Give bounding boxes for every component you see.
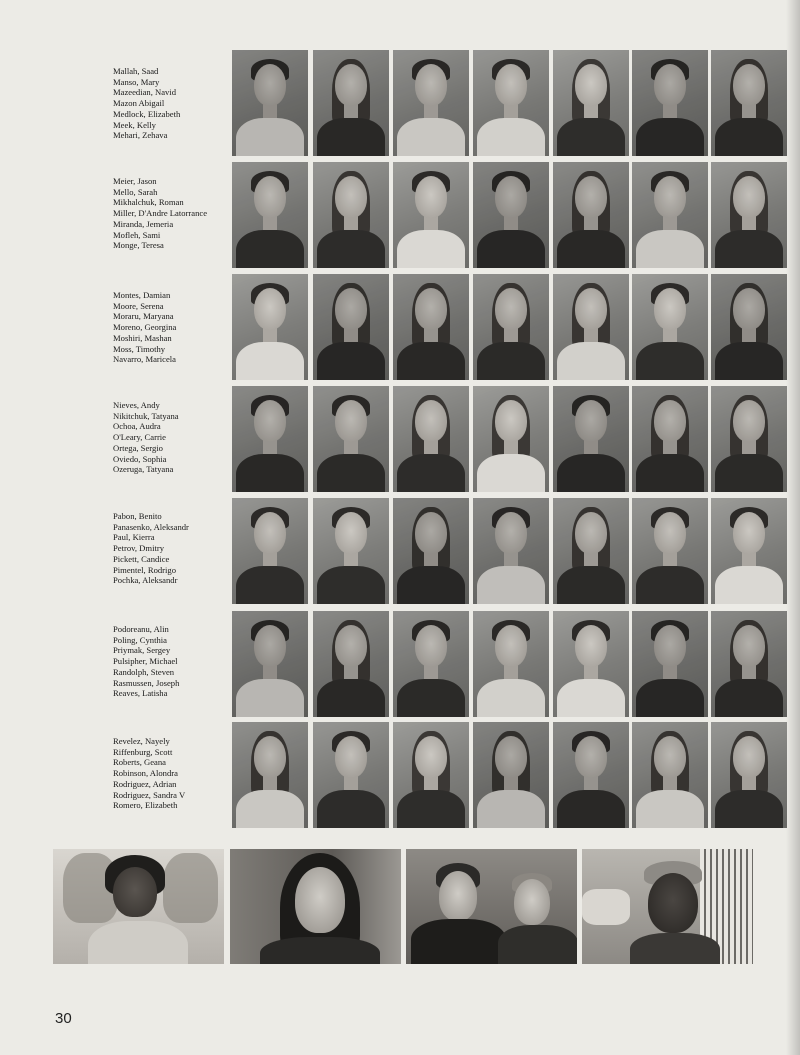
portrait-face [654,625,686,667]
student-portrait [473,722,549,828]
student-name: Moss, Timothy [113,343,166,354]
student-portrait [711,162,787,268]
portrait-face [254,288,286,330]
portrait-shirt [477,230,545,268]
student-portrait [232,50,308,156]
portrait-shirt [477,342,545,380]
portrait-shirt [636,230,704,268]
student-name: Mazon Abigail [113,98,165,109]
student-name: Petrov, Dmitry [113,543,164,554]
student-portrait [632,611,708,717]
student-name: Mazeedian, Navid [113,87,176,98]
student-portrait [232,498,308,604]
portrait-shirt [715,679,783,717]
portrait-face [733,288,765,330]
portrait-face [335,176,367,218]
student-name: Nikitchuk, Tatyana [113,410,179,421]
name-list-row-2 [113,176,231,251]
student-name: Meier, Jason [113,176,157,186]
portrait-face [495,288,527,330]
portrait-shirt [317,566,385,604]
student-name: Pimentel, Rodrigo [113,564,177,575]
student-name: Paul, Kierra [113,532,155,543]
portrait-shirt [317,679,385,717]
portrait-shirt [715,566,783,604]
portrait-shirt [236,566,304,604]
name-list-row-6 [113,624,231,699]
student-portrait [313,274,389,380]
student-name: Mallah, Saad [113,66,159,76]
portrait-shirt [557,454,625,492]
student-name: Moreno, Georgina [113,322,177,333]
student-name: Mofleh, Sami [113,229,161,240]
student-portrait [632,386,708,492]
student-portrait [632,498,708,604]
shirt [260,937,380,964]
shirt [498,925,577,964]
portrait-shirt [236,454,304,492]
student-portrait [393,50,469,156]
student-name: Miller, D'Andre Latorrance [113,208,208,219]
student-name: Meek, Kelly [113,119,156,130]
student-portrait [711,722,787,828]
student-name: Rasmussen, Joseph [113,677,180,688]
portrait-face [495,625,527,667]
student-name: Riffenburg, Scott [113,746,173,757]
portrait-face [575,64,607,106]
student-name: Pulsipher, Michael [113,656,178,667]
student-name: Roberts, Geana [113,757,166,768]
portrait-face [254,512,286,554]
student-name: Moraru, Maryana [113,311,174,322]
candid-photo-girl-with-wings [53,849,224,964]
portrait-shirt [636,679,704,717]
student-portrait [313,722,389,828]
portrait-face [575,512,607,554]
name-list-row-4 [113,400,231,475]
portrait-shirt [557,790,625,828]
student-portrait [232,162,308,268]
portrait-shirt [477,118,545,156]
portrait-face [733,64,765,106]
portrait-face [575,736,607,778]
portrait-face [495,512,527,554]
student-name: Manso, Mary [113,76,160,87]
candid-photo-two-boys [406,849,577,964]
portrait-face [335,625,367,667]
portrait-face [335,400,367,442]
portrait-face [254,400,286,442]
portrait-shirt [236,118,304,156]
student-name: O'Leary, Carrie [113,432,167,443]
arm [582,889,630,925]
portrait-face [415,64,447,106]
portrait-face [415,400,447,442]
face [439,871,477,921]
name-list-row-3 [113,290,231,365]
student-name: Mello, Sarah [113,186,158,197]
portrait-shirt [236,790,304,828]
name-list-row-7 [113,736,231,811]
portrait-face [495,736,527,778]
portrait-face [575,400,607,442]
portrait-shirt [317,454,385,492]
student-name: Romero, Elizabeth [113,800,178,811]
portrait-face [733,625,765,667]
portrait-face [415,288,447,330]
student-name: Navarro, Maricela [113,354,176,365]
student-portrait [553,162,629,268]
student-portrait [473,50,549,156]
student-name: Pickett, Candice [113,553,170,564]
portrait-face [335,736,367,778]
portrait-face [415,736,447,778]
student-name: Rodriguez, Sandra V [113,789,186,800]
student-portrait [711,274,787,380]
face [514,879,550,925]
portrait-shirt [236,230,304,268]
student-portrait [232,722,308,828]
portrait-face [495,176,527,218]
portrait-shirt [715,342,783,380]
portrait-shirt [397,679,465,717]
portrait-shirt [397,566,465,604]
student-name: Robinson, Alondra [113,768,178,779]
portrait-shirt [636,118,704,156]
portrait-face [654,64,686,106]
portrait-face [335,288,367,330]
student-portrait [393,274,469,380]
student-portrait [632,722,708,828]
portrait-face [575,176,607,218]
portrait-shirt [715,230,783,268]
student-portrait [473,386,549,492]
student-name: Ozeruga, Tatyana [113,464,174,475]
student-portrait [313,50,389,156]
portrait-shirt [715,118,783,156]
student-portrait [711,50,787,156]
portrait-face [335,64,367,106]
student-portrait [232,611,308,717]
student-name: Medlock, Elizabeth [113,108,181,119]
student-name: Montes, Damian [113,290,171,300]
portrait-face [575,288,607,330]
shirt [88,921,188,964]
portrait-face [495,400,527,442]
student-portrait [711,386,787,492]
student-name: Monge, Teresa [113,240,164,251]
portrait-shirt [477,790,545,828]
portrait-shirt [477,679,545,717]
name-list-row-1 [113,66,231,141]
portrait-shirt [557,342,625,380]
portrait-face [335,512,367,554]
student-name: Panasenko, Aleksandr [113,521,189,532]
portrait-face [654,176,686,218]
student-name: Pabon, Benito [113,511,162,521]
portrait-shirt [317,230,385,268]
shirt [411,919,506,964]
portrait-shirt [715,790,783,828]
student-portrait [473,162,549,268]
student-portrait [393,611,469,717]
candid-photo-boy-with-cap [582,849,753,964]
portrait-shirt [636,342,704,380]
student-portrait [553,722,629,828]
student-portrait [232,386,308,492]
student-portrait [711,611,787,717]
student-name: Miranda, Jemeria [113,218,174,229]
portrait-face [733,736,765,778]
portrait-face [733,512,765,554]
student-name: Moshiri, Mashan [113,332,172,343]
portrait-face [654,512,686,554]
student-portrait [632,50,708,156]
student-name: Rodriguez, Adrian [113,778,177,789]
page-number: 30 [55,1010,72,1027]
portrait-face [415,176,447,218]
portrait-shirt [715,454,783,492]
student-portrait [632,274,708,380]
student-portrait [553,498,629,604]
student-portrait [473,611,549,717]
face [295,867,345,933]
student-portrait [393,386,469,492]
student-portrait [313,498,389,604]
student-name: Nieves, Andy [113,400,160,410]
student-name: Priymak, Sergey [113,645,171,656]
student-portrait [313,162,389,268]
student-name: Poling, Cynthia [113,634,167,645]
student-portrait [473,498,549,604]
portrait-shirt [557,566,625,604]
portrait-face [654,736,686,778]
portrait-face [733,176,765,218]
portrait-shirt [317,790,385,828]
name-list-row-5 [113,511,231,586]
candid-photo-smiling-girl [230,849,401,964]
student-name: Podoreanu, Alin [113,624,169,634]
portrait-shirt [636,790,704,828]
student-portrait [313,611,389,717]
shirt [630,933,720,964]
student-portrait [232,274,308,380]
student-portrait [553,611,629,717]
face [113,867,157,917]
portrait-shirt [397,118,465,156]
portrait-face [575,625,607,667]
student-name: Mikhalchuk, Roman [113,197,184,208]
student-name: Oviedo, Sophia [113,453,167,464]
portrait-face [254,176,286,218]
student-portrait [632,162,708,268]
portrait-face [415,512,447,554]
portrait-shirt [236,679,304,717]
student-name: Revelez, Nayely [113,736,170,746]
portrait-shirt [477,566,545,604]
portrait-shirt [397,230,465,268]
student-name: Mehari, Zehava [113,130,168,141]
student-name: Moore, Serena [113,300,164,311]
student-name: Reaves, Latisha [113,688,168,699]
student-portrait [313,386,389,492]
student-name: Ochoa, Audra [113,421,161,432]
portrait-shirt [636,566,704,604]
student-portrait [393,498,469,604]
portrait-shirt [397,454,465,492]
portrait-shirt [236,342,304,380]
student-name: Ortega, Sergio [113,442,163,453]
portrait-shirt [477,454,545,492]
portrait-face [254,64,286,106]
portrait-shirt [557,679,625,717]
portrait-shirt [557,230,625,268]
student-portrait [711,498,787,604]
face [648,873,698,933]
portrait-shirt [636,454,704,492]
portrait-shirt [557,118,625,156]
student-portrait [473,274,549,380]
portrait-shirt [317,342,385,380]
student-portrait [553,274,629,380]
student-portrait [553,386,629,492]
portrait-face [654,288,686,330]
portrait-shirt [397,342,465,380]
portrait-face [415,625,447,667]
student-name: Pochka, Aleksandr [113,575,178,586]
wing-right [163,853,218,923]
portrait-face [654,400,686,442]
portrait-face [495,64,527,106]
student-portrait [553,50,629,156]
portrait-shirt [397,790,465,828]
page-binding-shadow [786,0,800,1055]
student-name: Randolph, Steven [113,666,175,677]
portrait-face [254,736,286,778]
portrait-face [733,400,765,442]
student-portrait [393,722,469,828]
portrait-shirt [317,118,385,156]
portrait-face [254,625,286,667]
student-portrait [393,162,469,268]
